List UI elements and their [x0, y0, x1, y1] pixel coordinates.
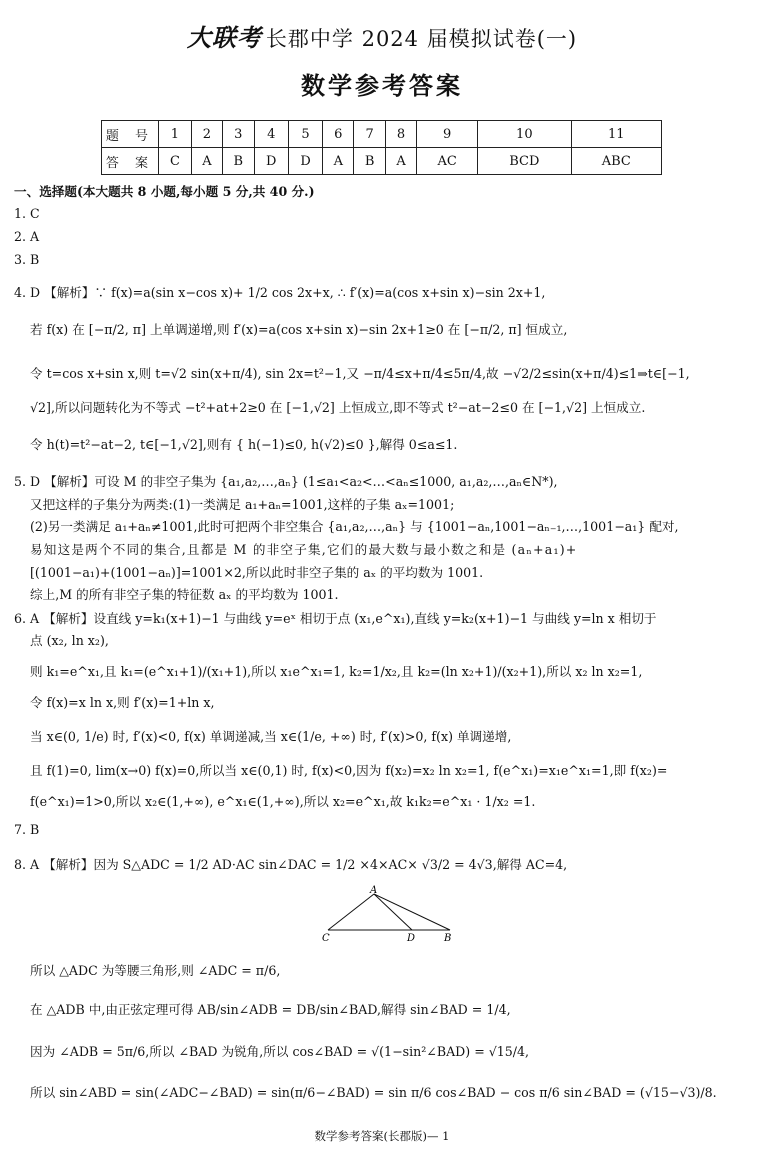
- label-d: D: [407, 933, 416, 942]
- table-cell: A: [191, 148, 222, 175]
- solution-line: 点 (x₂, ln x₂),: [30, 633, 109, 648]
- header-title: 长郡中学 2024 届模拟试卷(一): [265, 27, 578, 51]
- table-cell: 10: [478, 121, 571, 148]
- solution-line: √2],所以问题转化为不等式 −t²+at+2≥0 在 [−1,√2] 上恒成立,即不等式 t²−at−2≤0 在 [−1,√2] 上恒成立.: [30, 400, 646, 415]
- table-cell: D: [254, 148, 288, 175]
- solution-line: 4. D 【解析】∵ f(x)=a(sin x−cos x)+ 1/2 cos 2x+x, ∴ f′(x)=a(cos x+sin x)−sin 2x+1,: [14, 285, 546, 300]
- solution-line: 在 △ADB 中,由正弦定理可得 AB/sin∠ADB = DB/sin∠BAD,解得 sin∠BAD = 1/4,: [30, 1002, 511, 1017]
- table-cell: D: [288, 148, 322, 175]
- table-cell: ABC: [571, 148, 661, 175]
- page-title: 数学参考答案: [301, 71, 463, 100]
- segment-ac: [328, 894, 374, 930]
- triangle-figure: [320, 884, 460, 942]
- table-row-answers: [102, 148, 662, 175]
- solution-line: 令 f(x)=x ln x,则 f′(x)=1+ln x,: [30, 695, 215, 710]
- label-c: C: [322, 933, 330, 942]
- answer-line: 7. B: [14, 822, 40, 837]
- solution-line: (2)另一类满足 a₁+aₙ≠1001,此时可把两个非空集合 {a₁,a₂,…,aₙ} 与 {1001−aₙ,1001−aₙ₋₁,…,1001−a₁} 配对,: [30, 519, 679, 534]
- brand-logo-text: 大联考: [186, 23, 262, 52]
- table-cell: 11: [571, 121, 661, 148]
- table-cell: 2: [191, 121, 222, 148]
- label-a: A: [370, 885, 378, 896]
- solution-line: 且 f(1)=0, lim(x→0) f(x)=0,所以当 x∈(0,1) 时, f(x)<0,因为 f(x₂)=x₂ ln x₂=1, f(e^x₁)=x₁e^x₁=1,即 f(x₂)=: [30, 763, 668, 778]
- solution-line: 综上,M 的所有非空子集的特征数 aₓ 的平均数为 1001.: [30, 587, 339, 602]
- solution-line: 因为 ∠ADB = 5π/6,所以 ∠BAD 为锐角,所以 cos∠BAD = √(1−sin²∠BAD) = √15/4,: [30, 1044, 530, 1059]
- table-cell: A: [323, 148, 354, 175]
- table-cell: 8: [385, 121, 416, 148]
- segment-ab: [374, 894, 450, 930]
- solution-line: 5. D 【解析】可设 M 的非空子集为 {a₁,a₂,…,aₙ} (1≤a₁<a₂<…<aₙ≤1000, a₁,a₂,…,aₙ∈N*),: [14, 474, 558, 489]
- label-b: B: [444, 933, 452, 942]
- solution-line: 8. A 【解析】因为 S△ADC = 1/2 AD·AC sin∠DAC = 1/2 ×4×AC× √3/2 = 4√3,解得 AC=4,: [14, 857, 568, 872]
- answer-table: [101, 120, 662, 175]
- table-cell: 5: [288, 121, 322, 148]
- solution-line: f(e^x₁)=1>0,所以 x₂∈(1,+∞), e^x₁∈(1,+∞),所以 x₂=e^x₁,故 k₁k₂=e^x₁ · 1/x₂ =1.: [30, 794, 536, 809]
- table-cell: AC: [417, 148, 478, 175]
- section-heading: 一、选择题(本大题共 8 小题,每小题 5 分,共 40 分.): [14, 184, 315, 199]
- table-cell: C: [159, 148, 192, 175]
- table-cell: 4: [254, 121, 288, 148]
- table-row-numbers: [102, 121, 662, 148]
- answer-line: 3. B: [14, 252, 40, 267]
- table-cell: 9: [417, 121, 478, 148]
- solution-line: 当 x∈(0, 1/e) 时, f′(x)<0, f(x) 单调递减,当 x∈(1/e, +∞) 时, f′(x)>0, f(x) 单调递增,: [30, 729, 512, 744]
- table-cell: A: [385, 148, 416, 175]
- solution-line: 则 k₁=e^x₁,且 k₁=(e^x₁+1)/(x₁+1),所以 x₁e^x₁=1, k₂=1/x₂,且 k₂=(ln x₂+1)/(x₂+1),所以 x₂ ln x₂=1,: [30, 664, 643, 679]
- table-cell: B: [354, 148, 386, 175]
- row-label: 答 案: [102, 148, 159, 175]
- solution-line: 所以 sin∠ABD = sin(∠ADC−∠BAD) = sin(π/6−∠BAD) = sin π/6 cos∠BAD − cos π/6 sin∠BAD = (√15−√3)/8.: [30, 1085, 717, 1100]
- segment-ad: [374, 894, 412, 930]
- solution-line: 令 h(t)=t²−at−2, t∈[−1,√2],则有 { h(−1)≤0, h(√2)≤0 },解得 0≤a≤1.: [30, 437, 458, 452]
- row-label: 题 号: [102, 121, 159, 148]
- table-cell: 1: [159, 121, 192, 148]
- solution-line: 令 t=cos x+sin x,则 t=√2 sin(x+π/4), sin 2x=t²−1,又 −π/4≤x+π/4≤5π/4,故 −√2/2≤sin(x+π/4)≤1⇒t∈[−1,: [30, 366, 690, 381]
- table-cell: 6: [323, 121, 354, 148]
- document-header: [0, 18, 764, 53]
- table-cell: 7: [354, 121, 386, 148]
- solution-line: [(1001−a₁)+(1001−aₙ)]=1001×2,所以此时非空子集的 aₓ 的平均数为 1001.: [30, 565, 484, 580]
- solution-line: 又把这样的子集分为两类:(1)一类满足 a₁+aₙ=1001,这样的子集 aₓ=1001;: [30, 497, 455, 512]
- table-cell: 3: [222, 121, 254, 148]
- answer-line: 2. A: [14, 229, 40, 244]
- solution-line: 易知这是两个不同的集合,且都是 M 的非空子集,它们的最大数与最小数之和是 (aₙ+a₁)+: [30, 542, 578, 557]
- solution-line: 若 f(x) 在 [−π/2, π] 上单调递增,则 f′(x)=a(cos x+sin x)−sin 2x+1≥0 在 [−π/2, π] 恒成立,: [30, 322, 568, 337]
- answer-line: 1. C: [14, 206, 40, 221]
- table-cell: B: [222, 148, 254, 175]
- table-cell: BCD: [478, 148, 571, 175]
- solution-line: 所以 △ADC 为等腰三角形,则 ∠ADC = π/6,: [30, 963, 281, 978]
- page-footer: 数学参考答案(长郡版)— 1: [314, 1129, 450, 1143]
- solution-line: 6. A 【解析】设直线 y=k₁(x+1)−1 与曲线 y=eˣ 相切于点 (x₁,e^x₁),直线 y=k₂(x+1)−1 与曲线 y=ln x 相切于: [14, 611, 657, 626]
